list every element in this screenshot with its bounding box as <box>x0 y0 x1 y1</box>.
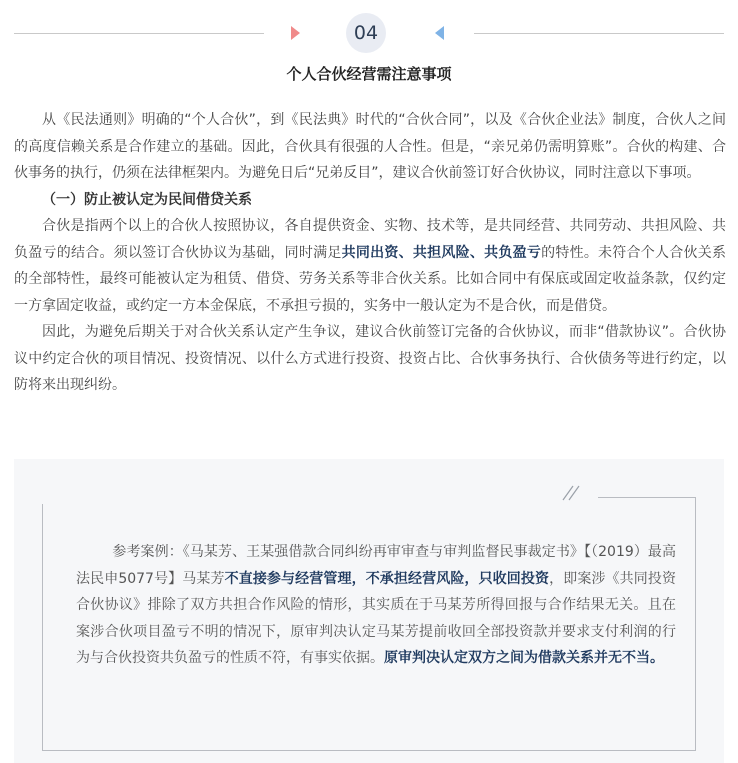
triangle-left-icon <box>435 26 444 40</box>
case-conclusion: 原审判决认定双方之间为借款关系并无不当。 <box>384 650 664 666</box>
subheading-1: （一）防止被认定为民间借贷关系 <box>42 191 252 208</box>
paragraph-intro: 从《民法通则》明确的“个人合伙”，到《民法典》时代的“合伙合同”，以及《合伙企业法》制度，合伙人之间的高度信赖关系是合作建立的基础。因此，合伙具有很强的人合性。但是，“亲兄弟仍需明算账”。合伙的构建、合伙事务的执行，仍须在法律框架内。为避免日后“兄弟反目”，建议合伙前签订好合伙协议，同时注意以下事项。 <box>14 112 726 181</box>
case-emphasis: 不直接参与经营管理，不承担经营风险，只收回投资 <box>224 570 550 587</box>
divider-left <box>14 33 264 34</box>
double-slash-icon <box>561 485 581 501</box>
section-title: 个人合伙经营需注意事项 <box>286 65 452 83</box>
divider-right <box>474 33 724 34</box>
case-text: ，即案涉《共同投资合伙协议》排除了双方共担合作风险的情形，其实质在于马某芳所得回报与合作结果无关。且在案涉合伙项目盈亏不明的情况下，原审判决认定马某芳提前收回全部投资款并要求支付利润的行为与合伙投资共负盈亏的性质不符，有事实依据。 <box>76 570 676 666</box>
frame-left-line <box>42 504 43 751</box>
paragraph-text: 合伙是指两个以上的合伙人按照协议，各自提供资金、实物、技术等，是共同经营、共同劳动、共担风险、共负盈亏的结合。须以签订合伙协议为基础，同时满足 <box>14 218 726 261</box>
paragraph-text: 的特性。未符合个人合伙关系的全部特性，最终可能被认定为租赁、借贷、劳务关系等非合伙关系。比如合同中有保底或固定收益条款，仅约定一方拿固定收益，或约定一方本金保底，不承担亏损的，实务中一般认定为不是合伙，而是借贷。 <box>14 244 727 314</box>
section-number-badge: 04 <box>346 13 386 53</box>
case-text: 参考案例：《马某芳、王某强借款合同纠纷再审审查与审判监督民事裁定书》【（2019）最高法民申5077号】马某芳 <box>76 544 676 587</box>
paragraph-partnership-definition <box>14 213 726 319</box>
article-body <box>14 107 726 399</box>
frame-bottom-line <box>42 750 696 751</box>
paragraph-recommendation: 因此，为避免后期关于对合伙关系认定产生争议，建议合伙前签订完备的合伙协议，而非“借款协议”。合伙协议中约定合伙的项目情况、投资情况、以什么方式进行投资、投资占比、合伙事务执行、合伙债务等进行约定，以防将来出现纠纷。 <box>14 324 726 393</box>
emphasis-text: 共同出资、共担风险、共负盈亏 <box>341 244 542 261</box>
frame-top-line <box>598 497 696 498</box>
case-reference-text <box>76 539 676 672</box>
triangle-right-icon <box>291 26 300 40</box>
section-header <box>0 0 738 60</box>
case-reference-box <box>14 459 724 763</box>
frame-right-line <box>695 497 696 750</box>
